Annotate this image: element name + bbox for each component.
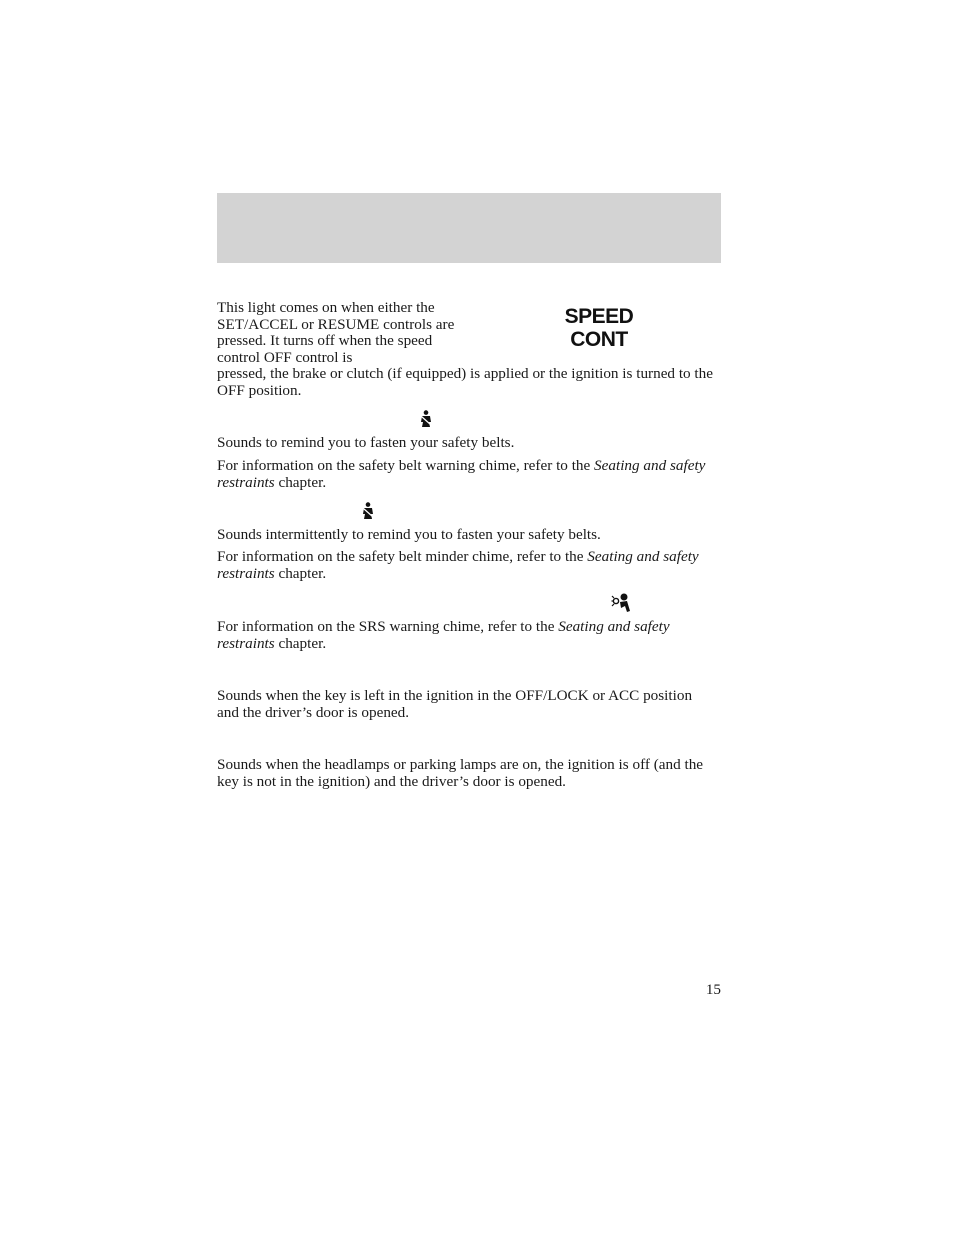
speed-control-text-bottom: pressed, the brake or clutch (if equipped) is applied or the ignition is turned to the OFF position. <box>217 365 713 399</box>
info-text: For information on the safety belt warning chime, refer to the <box>217 457 595 474</box>
srs-warning-info <box>217 619 717 652</box>
info-text-end: chapter. <box>274 634 327 652</box>
headlamps-on-text: Sounds when the headlamps or parking lamps are on, the ignition is off (and the key is not in the ignition) and the driver’s door is opened. <box>217 756 704 790</box>
chapter-reference: Seating and safety restraints <box>217 457 706 491</box>
key-in-ignition-text: Sounds when the key is left in the ignition in the OFF/LOCK or ACC position and the driver’s door is opened. <box>217 687 693 721</box>
safety-belt-minder-info <box>217 549 717 582</box>
safety-belt-warning-info <box>217 458 717 491</box>
speed-control-indicator <box>553 305 645 351</box>
info-text: For information on the SRS warning chime, refer to the <box>217 618 559 635</box>
safety-belt-minder-text: Sounds intermittently to remind you to fasten your safety belts. <box>217 526 601 543</box>
airbag-icon <box>611 593 633 618</box>
info-text-end: chapter. <box>274 564 327 582</box>
chapter-reference: Seating and safety restraints <box>217 548 699 582</box>
safety-belt-warning-text: Sounds to remind you to fasten your safety belts. <box>217 434 515 451</box>
chapter-reference: Seating and safety restraints <box>217 618 670 652</box>
speed-badge-line2: CONT <box>570 328 628 351</box>
safety-belt-icon <box>360 502 376 525</box>
section-header-band <box>217 193 721 263</box>
speed-control-text-top: This light comes on when either the SET/ACCEL or RESUME controls are pressed. It turns off when the speed control OFF control is <box>217 299 455 366</box>
speed-badge-line1: SPEED <box>564 305 634 328</box>
safety-belt-icon <box>418 410 434 433</box>
page-number: 15 <box>705 981 721 998</box>
info-text-end: chapter. <box>274 473 327 491</box>
info-text: For information on the safety belt minder chime, refer to the <box>217 548 588 565</box>
